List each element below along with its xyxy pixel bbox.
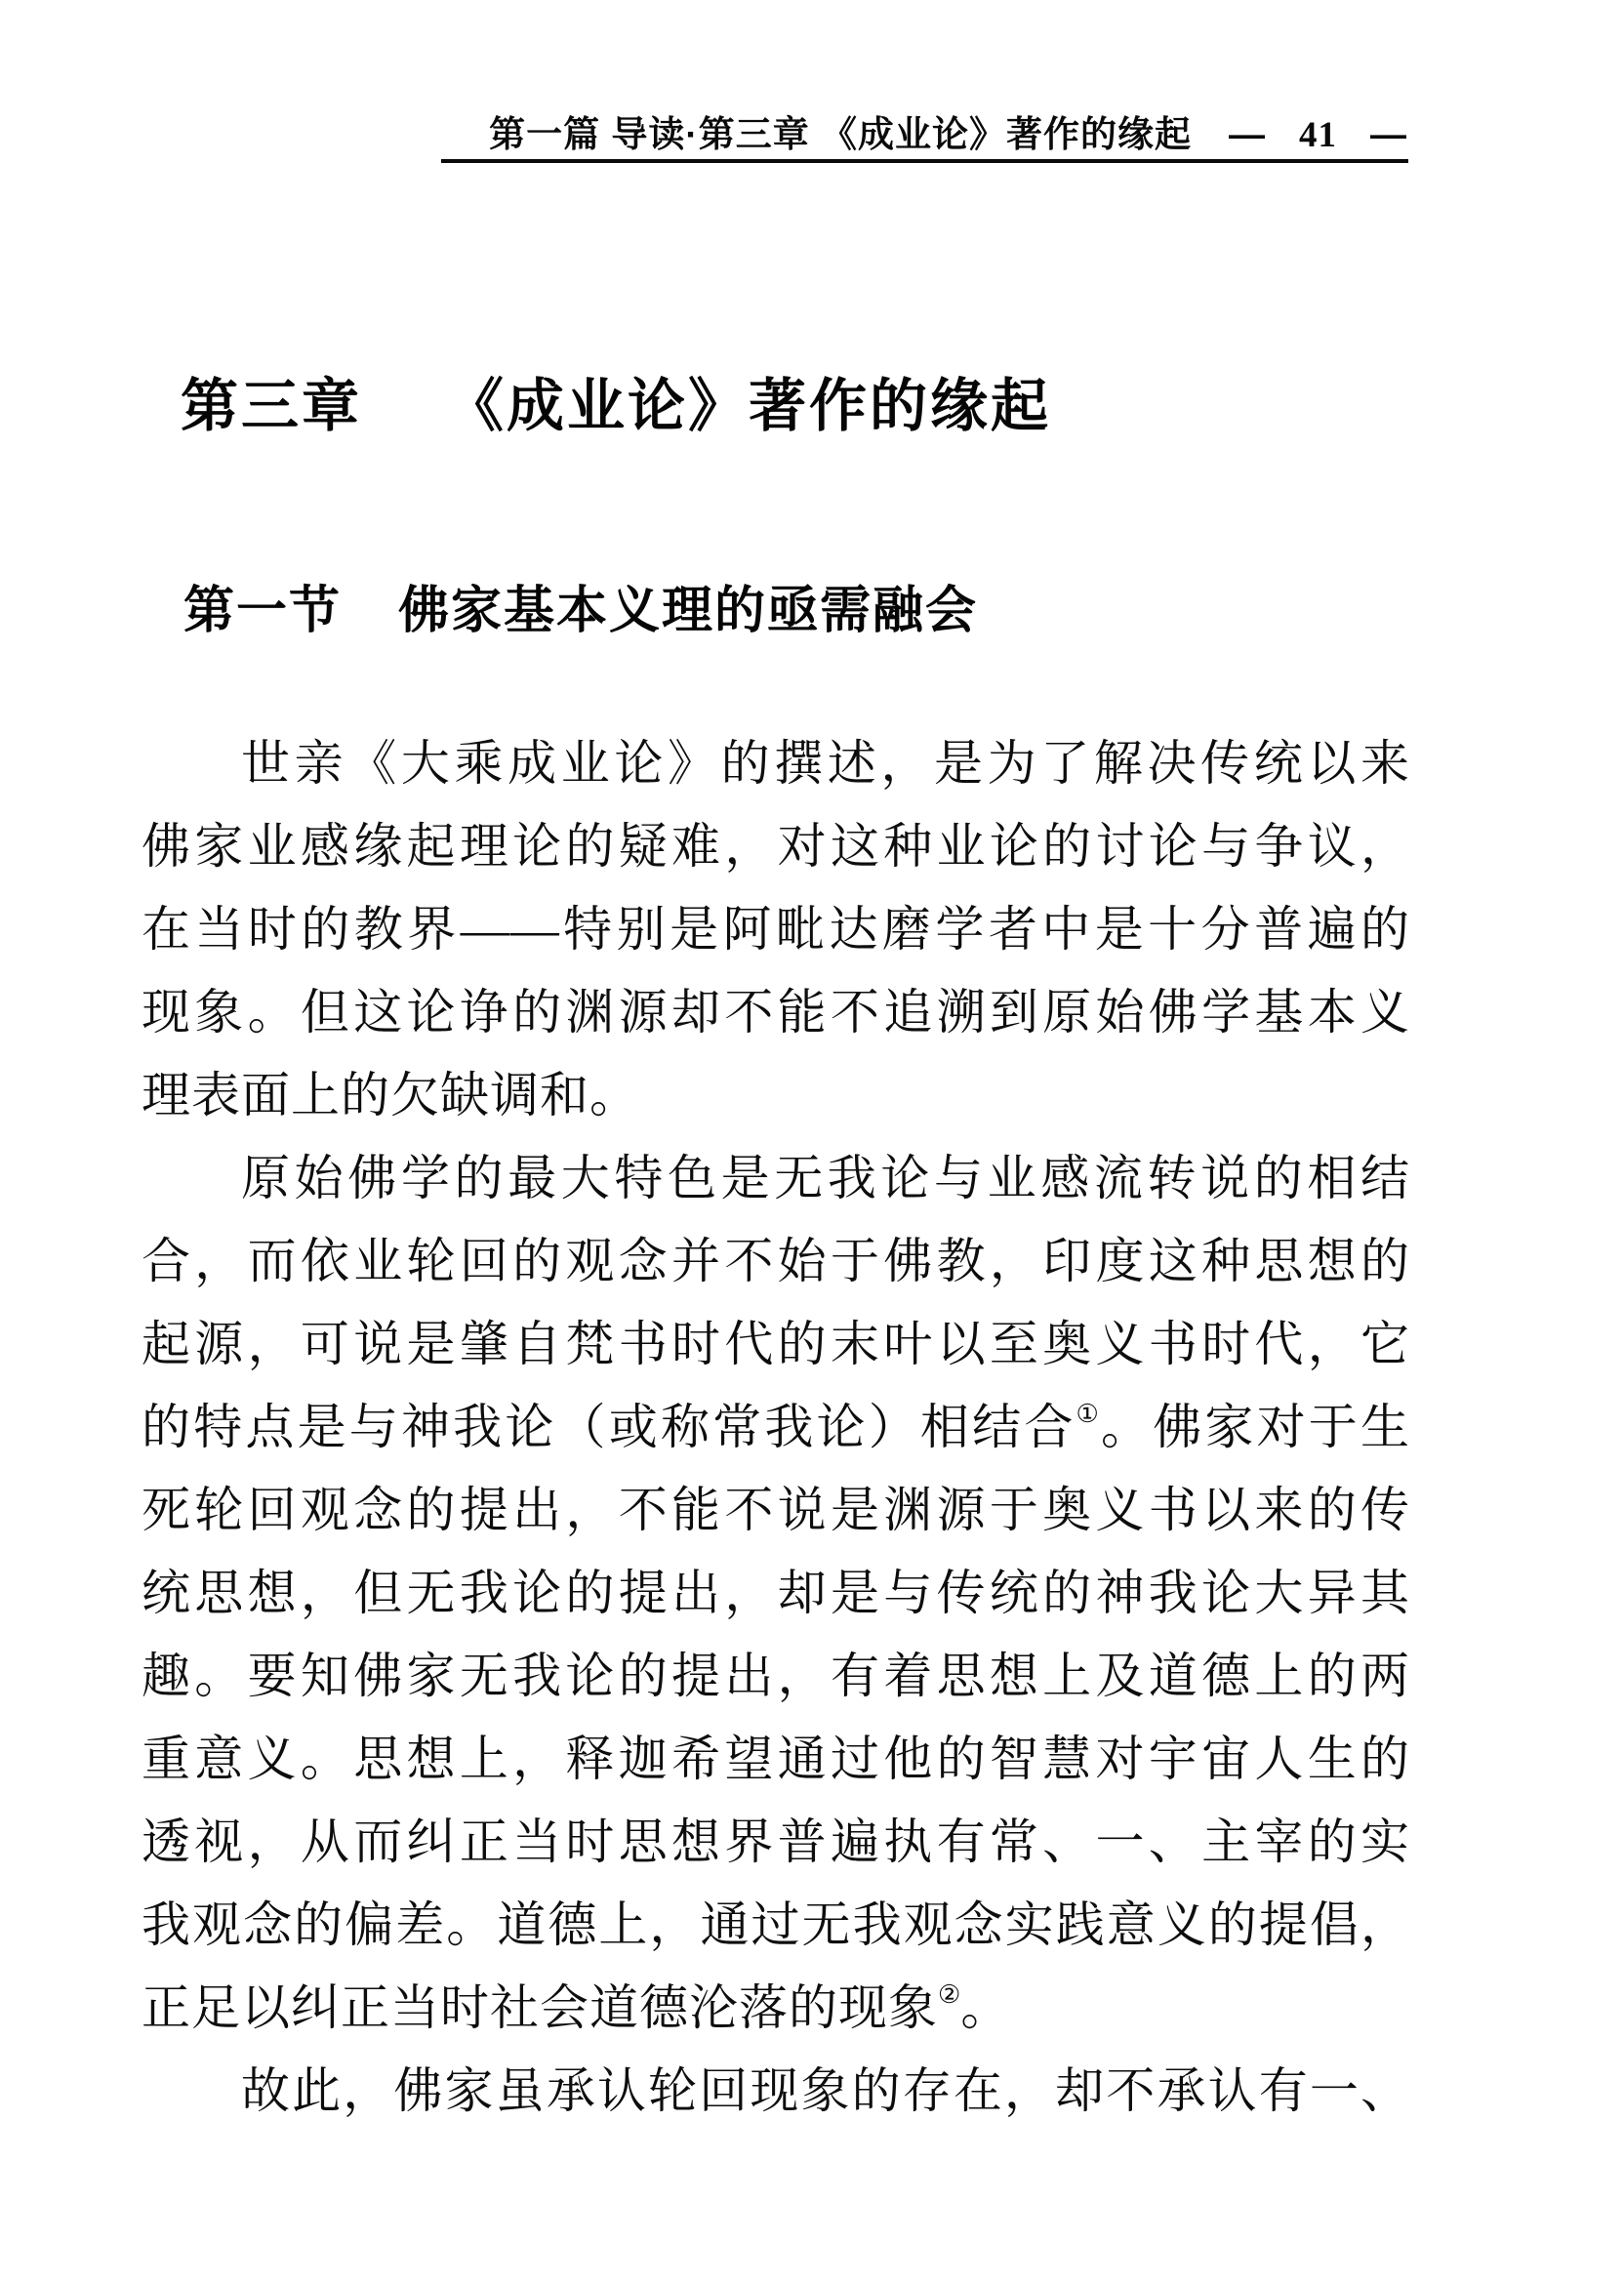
- running-header-dash-right: —: [1370, 114, 1407, 154]
- body-line: 世亲《大乘成业论》的撰述，是为了解决传统以来: [241, 736, 1410, 791]
- body-line: 正足以纠正当时社会道德沦落的现象②。: [142, 1980, 1011, 2035]
- chapter-title: 《成业论》著作的缘起: [446, 374, 1052, 438]
- body-line: 在当时的教界——特别是阿毗达磨学者中是十分普遍的: [142, 902, 1410, 957]
- body-line: 重意义。思想上，释迦希望通过他的智慧对宇宙人生的: [142, 1732, 1410, 1786]
- body-line: 起源，可说是肇自梵书时代的末叶以至奥义书时代，它: [142, 1317, 1410, 1371]
- body-line: 死轮回观念的提出，不能不说是渊源于奥义书以来的传: [142, 1483, 1410, 1537]
- section-title: 佛家基本义理的亟需融会: [398, 583, 979, 639]
- body-line: 我观念的偏差。道德上，通过无我观念实践意义的提倡，: [142, 1897, 1410, 1952]
- body-line: 透视，从而纠正当时思想界普遍执有常、一、主宰的实: [142, 1815, 1410, 1869]
- section-label: 第一节: [183, 583, 343, 639]
- header-rule: [441, 159, 1408, 163]
- running-header: [489, 109, 1407, 160]
- chapter-label: 第三章: [181, 374, 363, 438]
- body-line: 佛家业感缘起理论的疑难，对这种业论的讨论与争议，: [142, 819, 1410, 874]
- body-paragraphs: [142, 722, 1410, 2133]
- footnote-ref: ②: [938, 1980, 961, 2009]
- footnote-ref: ①: [1076, 1400, 1102, 1428]
- body-line: 现象。但这论诤的渊源却不能不追溯到原始佛学基本义: [142, 985, 1410, 1040]
- body-line: 趣。要知佛家无我论的提出，有着思想上及道德上的两: [142, 1649, 1410, 1703]
- body-line: 理表面上的欠缺调和。: [142, 1068, 639, 1122]
- body-line: 故此，佛家虽承认轮回现象的存在，却不承认有一、: [241, 2063, 1410, 2118]
- running-header-dash-left: —: [1229, 114, 1266, 154]
- section-heading: [183, 569, 978, 642]
- paragraph: [142, 722, 1410, 1137]
- body-line: 统思想，但无我论的提出，却是与传统的神我论大异其: [142, 1566, 1410, 1620]
- paragraph: [142, 1137, 1410, 2050]
- body-line: 合，而依业轮回的观念并不始于佛教，印度这种思想的: [142, 1234, 1410, 1288]
- running-header-title: 第一篇 导读·第三章 《成业论》著作的缘起: [489, 114, 1192, 154]
- body-line: 原始佛学的最大特色是无我论与业感流转说的相结: [241, 1151, 1410, 1205]
- chapter-heading: [181, 359, 1051, 442]
- paragraph: [142, 2050, 1410, 2133]
- page-number: 41: [1299, 115, 1337, 155]
- body-line: 的特点是与神我论（或称常我论）相结合①。佛家对于生: [142, 1400, 1411, 1454]
